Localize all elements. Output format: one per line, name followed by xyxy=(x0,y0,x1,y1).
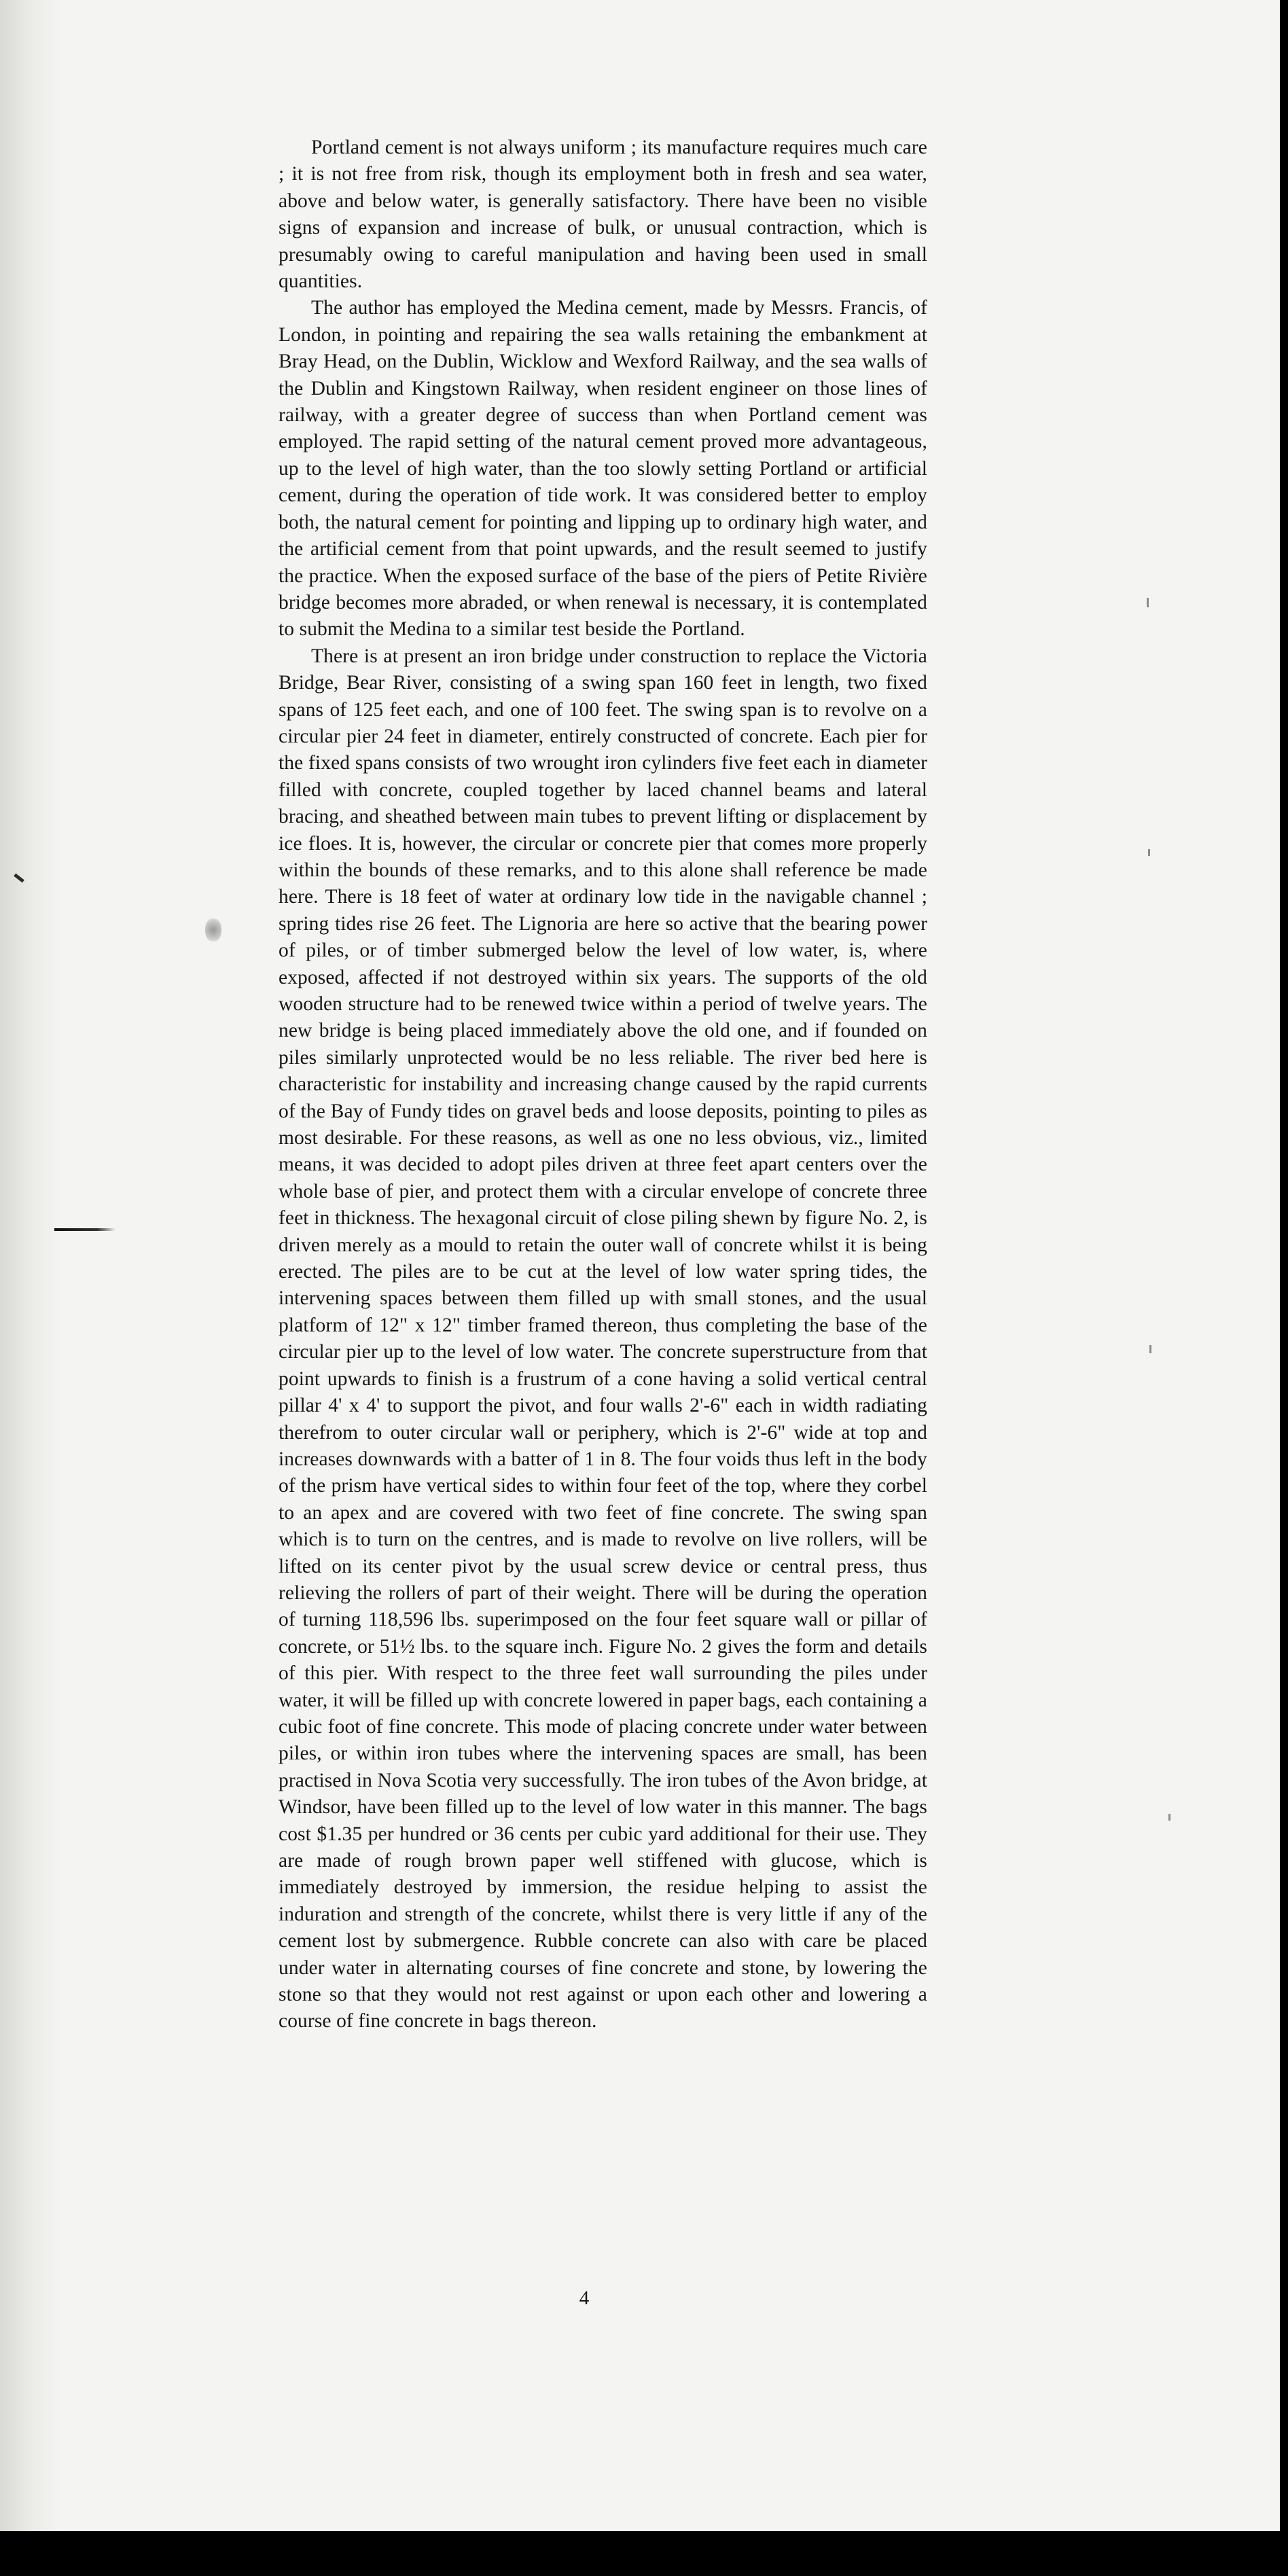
paragraph: Portland cement is not always uniform ; its manufacture requires much care ; it is not free from risk, though its employment both in fresh and sea water, above and below water, is generally satisfactory. There have been no visible signs of expansion and increase of bulk, or unusual contraction, which is presumably owing to careful manipulation and having been used in small quantities. xyxy=(279,137,927,293)
body-text xyxy=(279,135,927,2035)
scan-border-bottom xyxy=(0,2531,1288,2576)
scan-artifact-rule xyxy=(54,1228,115,1231)
margin-mark xyxy=(1149,1345,1151,1353)
paragraph: There is at present an iron bridge under construction to replace the Victoria Bridge, Bear River, consisting of a swing span 160 feet in length, two fixed spans of 125 feet each, and one of 100 feet. The swing span is to revolve on a circular pier 24 feet in diameter, entirely constructed of concrete. Each pier for the fixed spans consists of two wrought iron cylinders five feet each in diameter filled with concrete, coupled together by laced channel beams and lateral bracing, and sheathed between main tubes to prevent lifting or displacement by ice floes. It is, however, the circular or concrete pier that comes more properly within the bounds of these remarks, and to this alone shall reference be made here. There is 18 feet of water at ordinary low tide in the navigable channel ; spring tides rise 26 feet. The Lignoria are here so active that the bearing power of piles, or of timber submerged below the level of low water, is, where exposed, affected if not destroyed within six years. The supports of the old wooden structure had to be renewed twice within a period of twelve years. The new bridge is being placed immediately above the old one, and if founded on piles similarly unprotected would be no less reliable. The river bed here is characteristic for instability and increasing change caused by the rapid currents of the Bay of Fundy tides on gravel beds and loose deposits, pointing to piles as most desirable. For these reasons, as well as one no less obvious, viz., limited means, it was decided to adopt piles driven at three feet apart centers over the whole base of pier, and protect them with a circular envelope of concrete three feet in thickness. The hexagonal circuit of close piling shewn by figure No. 2, is driven merely as a mould to retain the outer wall of concrete whilst it is being erected. The piles are to be cut at the level of low water spring tides, the intervening spaces between them filled up with small stones, and the usual platform of 12" x 12" timber framed thereon, thus completing the base of the circular pier up to the level of low water. The concrete superstructure from that point upwards to finish is a frustrum of a cone having a solid vertical central pillar 4' x 4' to support the pivot, and four walls 2'-6" each in width radiating therefrom to outer circular wall or periphery, which is 2'-6" wide at top and increases downwards with a batter of 1 in 8. The four voids thus left in the body of the prism have vertical sides to within four feet of the top, where they corbel to an apex and are covered with two feet of fine concrete. The swing span which is to turn on the centres, and is made to revolve on live rollers, will be lifted on its center pivot by the usual screw device or central press, thus relieving the rollers of part of their weight. There will be during the operation of turning 118,596 lbs. superimposed on the four feet square wall or pillar of concrete, or 51½ lbs. to the square inch. Figure No. 2 gives the form and details of this pier. With respect to the three feet wall surrounding the piles under water, it will be filled up with concrete lowered in paper bags, each containing a cubic foot of fine concrete. This mode of placing concrete under water between piles, or within iron tubes where the intervening spaces are small, has been practised in Nova Scotia very successfully. The iron tubes of the Avon bridge, at Windsor, have been filled up to the level of low water in this manner. The bags cost $1.35 per hundred or 36 cents per cubic yard additional for their use. They are made of rough brown paper well stiffened with glucose, which is immediately destroyed by immersion, the residue helping to assist the induration and strength of the concrete, whilst there is very little if any of the cement lost by submergence. Rubble concrete can also with care be placed under water in alternating courses of fine concrete and stone, by lowering the stone so that they would not rest against or upon each other and lowering a course of fine concrete in bags thereon. xyxy=(279,645,927,2033)
margin-mark xyxy=(1148,849,1150,856)
margin-mark xyxy=(1168,1814,1170,1821)
page-edge-shadow xyxy=(0,0,61,2576)
paragraph: The author has employed the Medina cement, made by Messrs. Francis, of London, in pointing and repairing the sea walls retaining the embankment at Bray Head, on the Dublin, Wicklow and Wexford Railway, and the sea walls of the Dublin and Kingstown Railway, when resident engineer on those lines of railway, with a greater degree of success than when Portland cement was employed. The rapid setting of the natural cement proved more advantageous, up to the level of high water, than the too slowly setting Portland or artificial cement, during the operation of tide work. It was considered better to employ both, the natural cement for pointing and lipping up to ordinary high water, and the artificial cement from that point upwards, and the result seemed to justify the practice. When the exposed surface of the base of the piers of Petite Rivière bridge becomes more abraded, or when renewal is necessary, it is contemplated to submit the Medina to a similar test beside the Portland. xyxy=(279,297,927,641)
scan-artifact-blot xyxy=(205,918,221,942)
margin-mark xyxy=(1147,598,1149,607)
page-number: 4 xyxy=(579,2287,590,2309)
